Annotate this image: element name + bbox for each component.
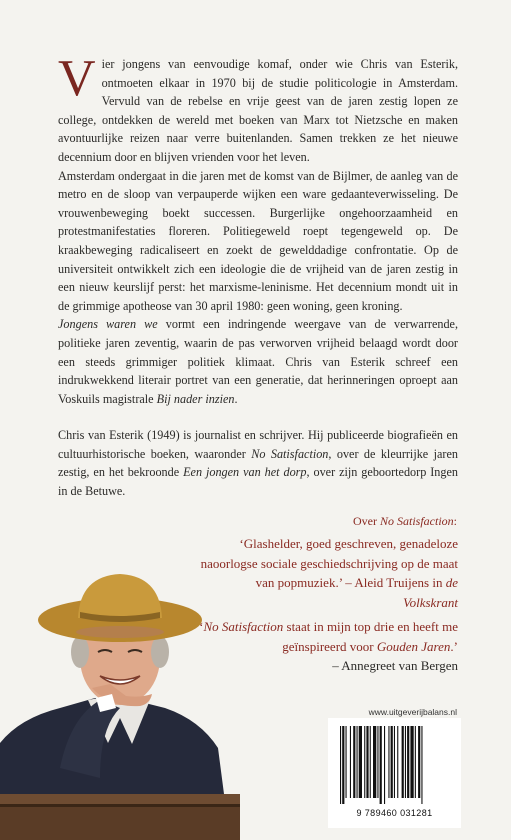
publisher-url: www.uitgeverijbalans.nl bbox=[368, 707, 457, 717]
barcode-bar bbox=[418, 726, 420, 798]
barcode-bar bbox=[340, 726, 341, 804]
barcode-bar bbox=[366, 726, 368, 798]
barcode-bar bbox=[391, 726, 393, 798]
referenced-book-title: Bij nader inzien bbox=[156, 391, 235, 406]
barcode-bar bbox=[405, 726, 406, 798]
barcode-bar bbox=[364, 726, 365, 798]
barcode-bar bbox=[359, 726, 362, 798]
blurb-paragraph-1: Vier jongens van eenvoudige komaf, onder wie Chris van Esterik, ontmoeten elkaar in 1970 bij de studie politicologie in Amsterdam. Vervuld van de rebelse en vrije geest van de jaren zestig lopen ze college, ontdekken de wereld met boeken van Marx tot Nietzsche en maken avontuurlijke reizen naar verre buitenlanden. Samen trekken ze het nieuwe decennium door en blijven vrienden voor het leven. bbox=[58, 50, 458, 164]
author-bio: Chris van Esterik (1949) is journalist en schrijver. Hij publiceerde biografieën en cultuurhistorische boeken, waaronder No Satisfaction, over de kleurrijke jaren zestig, en het bekroonde Een jongen van het dorp, over zijn geboortedorp Ingen in de Betuwe. bbox=[58, 428, 458, 499]
barcode-bar bbox=[350, 726, 351, 798]
barcode-bar bbox=[421, 726, 422, 804]
blurb-paragraph-2: Amsterdam ondergaat in die jaren met de komst van de Bijlmer, de aanleg van de metro en de sloop van verpauperde wijken een ware gedaanteverwisseling. De vrouwenbeweging boekt successen. Burgerlijke ongehoorzaamheid en protestmanifestaties floreren. Politiegeweld roept tegengeweld op. De kraakbeweging radicaliseert en zoekt de gewelddadige confrontatie. Op de universiteit ontwikkelt zich een ideologie die de vrijheid van de jaren zestig in een nieuw keurslijf perst: het marxisme-leninisme. Het decennium mondt uit in de grimmige apotheose van 30 april 1980: geen woning, geen kroning. bbox=[58, 168, 458, 313]
barcode-bar bbox=[402, 726, 404, 798]
barcode-bar bbox=[380, 726, 382, 804]
barcode-bar bbox=[407, 726, 409, 798]
barcode-bar bbox=[415, 726, 416, 798]
barcode-bar bbox=[384, 726, 385, 804]
book-title: Jongens waren we bbox=[58, 317, 158, 332]
reviews-heading: Over No Satisfaction: bbox=[352, 514, 457, 528]
review-attribution: – Annegreet van Bergen bbox=[332, 658, 458, 673]
barcode-bar bbox=[373, 726, 376, 798]
isbn-number: 9 789460 031281 bbox=[356, 808, 433, 818]
author-photo bbox=[0, 568, 240, 840]
review-quote-1: ‘Glashelder, goed geschreven, genadeloze naoorlogse sociale geschiedschrijving op de maat van popmuziek.’ – Aleid Truijens in de Volkskrant bbox=[200, 536, 458, 610]
barcode-bar bbox=[410, 726, 413, 798]
blurb-text bbox=[58, 50, 458, 501]
edge-mark bbox=[497, 18, 507, 58]
barcode-bar bbox=[370, 726, 371, 798]
barcode-bar bbox=[388, 726, 389, 798]
barcode-bar bbox=[397, 726, 398, 798]
blurb-paragraph-3: Jongens waren we vormt een indringende weergave van de verwarrende, politieke jaren zeventig, waarin de pas verworven vrijheid belaagd wordt door een steeds grimmiger politiek klimaat. Chris van Esterik schreef een indrukwekkend literair portret van een generatie, dat herinneringen oproept aan Voskuils magistrale Bij nader inzien. bbox=[58, 317, 458, 406]
review-quote-2: ‘No Satisfaction staat in mijn top drie en heeft me geïnspireerd voor Gouden Jaren.’ – Annegreet van Bergen bbox=[199, 619, 458, 673]
drop-cap: V bbox=[58, 50, 96, 107]
isbn-barcode bbox=[328, 718, 461, 828]
barcode-bar bbox=[353, 726, 355, 798]
barcode-bar bbox=[357, 726, 358, 798]
barcode-bar bbox=[346, 726, 347, 798]
barcode-bar bbox=[394, 726, 395, 798]
barcode-bar bbox=[342, 726, 344, 804]
barcode-bars bbox=[340, 726, 449, 804]
barcode-bar bbox=[377, 726, 378, 798]
